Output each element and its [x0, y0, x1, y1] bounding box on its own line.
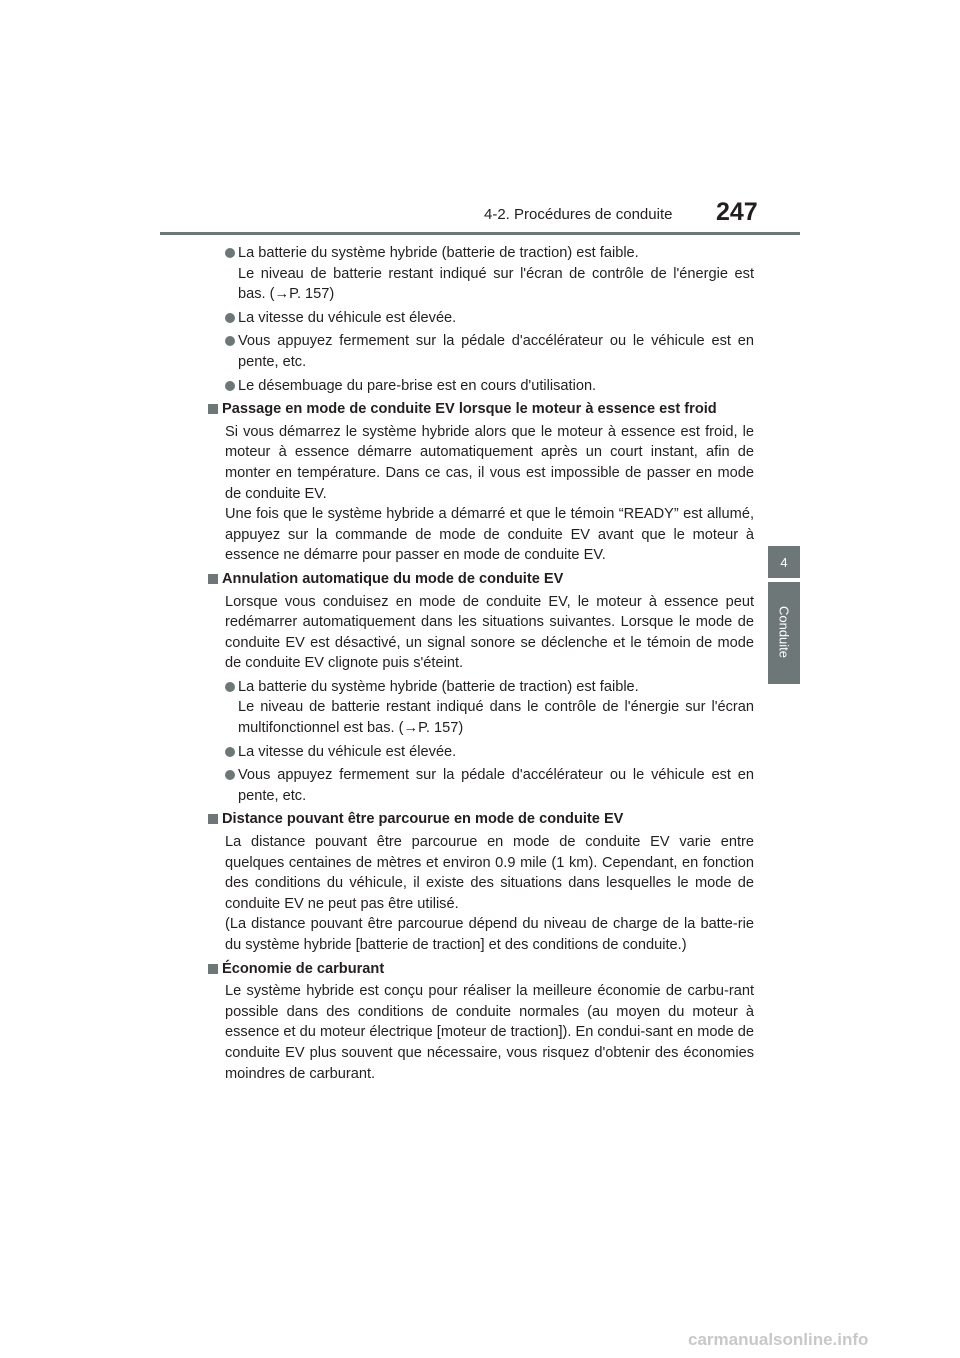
list-item-text: Vous appuyez fermement sur la pédale d'accélérateur ou le véhicule est en pente, etc. [238, 333, 754, 370]
bullet-icon [225, 313, 235, 323]
section-heading [205, 959, 754, 980]
list-item-text: La batterie du système hybride (batterie de traction) est faible. [238, 678, 639, 695]
section-paragraph [208, 422, 754, 566]
section-paragraph [208, 981, 754, 1084]
section-heading-text: Distance pouvant être parcourue en mode de conduite EV [222, 811, 624, 828]
list-item [208, 331, 754, 372]
list-item-text: Le désembuage du pare-brise est en cours d'utilisation. [238, 377, 597, 394]
list-item-text: La vitesse du véhicule est élevée. [238, 309, 457, 326]
list-item-text: La vitesse du véhicule est élevée. [238, 743, 457, 760]
bullet-icon [225, 770, 235, 780]
list-item [208, 765, 754, 806]
list-item [208, 243, 754, 305]
section-heading-text: Passage en mode de conduite EV lorsque le moteur à essence est froid [222, 401, 717, 418]
list-item-text: Le niveau de batterie restant indiqué sur l'écran de contrôle de l'énergie est bas. (→P. 157) [238, 265, 754, 303]
list-item [208, 308, 754, 329]
bullet-icon [225, 248, 235, 258]
paragraph-text: Si vous démarrez le système hybride alors que le moteur à essence est froid, le moteur à essence démarre automatiquement après un court instant, afin de monter en température. Dans ce cas, il vous est impossible de passer en mode de conduite EV. [225, 423, 754, 502]
paragraph-text: Le système hybride est conçu pour réaliser la meilleure économie de carbu-rant possible dans des conditions de conduite normales (au moyen du moteur à essence et du moteur électrique [moteur de traction]). En condui-sant en mode de conduite EV plus souvent que nécessaire, vous risquez d'obtenir des économies moindres de carburant. [225, 983, 754, 1082]
bullet-icon [225, 682, 235, 692]
bullet-icon [225, 336, 235, 346]
list-item-text: Vous appuyez fermement sur la pédale d'accélérateur ou le véhicule est en pente, etc. [238, 767, 754, 804]
section-heading [205, 399, 754, 420]
bullet-icon [225, 381, 235, 391]
square-bullet-icon [208, 574, 218, 584]
header-divider [160, 232, 800, 235]
section-heading-text: Annulation automatique du mode de conduite EV [222, 570, 564, 587]
list-item-text: La batterie du système hybride (batterie de traction) est faible. [238, 245, 639, 261]
paragraph-text: Une fois que le système hybride a démarré et que le témoin “READY” est allumé, appuyez sur la commande de mode de conduite EV avant que le moteur à essence ne démarre pour passer en mode de conduite EV. [225, 506, 754, 564]
section-paragraph [208, 592, 754, 674]
list-item [208, 677, 754, 739]
chapter-tab-label: Conduite [776, 605, 792, 659]
section-heading-text: Économie de carburant [222, 960, 385, 977]
list-item [208, 376, 754, 397]
bullet-icon [225, 747, 235, 757]
section-paragraph [208, 832, 754, 956]
section-heading [205, 809, 754, 830]
square-bullet-icon [208, 404, 218, 414]
page-number: 247 [716, 198, 758, 226]
list-item [208, 742, 754, 763]
header-section-title: 4-2. Procédures de conduite [484, 206, 673, 223]
page-content [208, 243, 754, 1087]
section-heading [205, 569, 754, 590]
paragraph-text: (La distance pouvant être parcourue dépend du niveau de charge de la batte-rie du système hybride [batterie de traction] et des conditions de conduite.) [225, 916, 754, 953]
square-bullet-icon [208, 964, 218, 974]
watermark: carmanualsonline.info [688, 1330, 869, 1349]
list-item-text: Le niveau de batterie restant indiqué dans le contrôle de l'énergie sur l'écran multifonctionnel est bas. (→P. 157) [238, 699, 754, 737]
square-bullet-icon [208, 814, 218, 824]
paragraph-text: Lorsque vous conduisez en mode de conduite EV, le moteur à essence peut redémarrer automatiquement dans les situations suivantes. Lorsque le mode de conduite EV est désactivé, un signal sonore se déclenche et le témoin de mode de conduite EV clignote puis s'éteint. [225, 593, 754, 672]
chapter-tab-number: 4 [768, 546, 800, 578]
paragraph-text: La distance pouvant être parcourue en mode de conduite EV varie entre quelques centaines de mètres et environ 0.9 mile (1 km). Cependant, en fonction des conditions du véhicule, il existe des situations dans lesquelles le mode de conduite EV ne peut pas être utilisé. [225, 834, 754, 912]
